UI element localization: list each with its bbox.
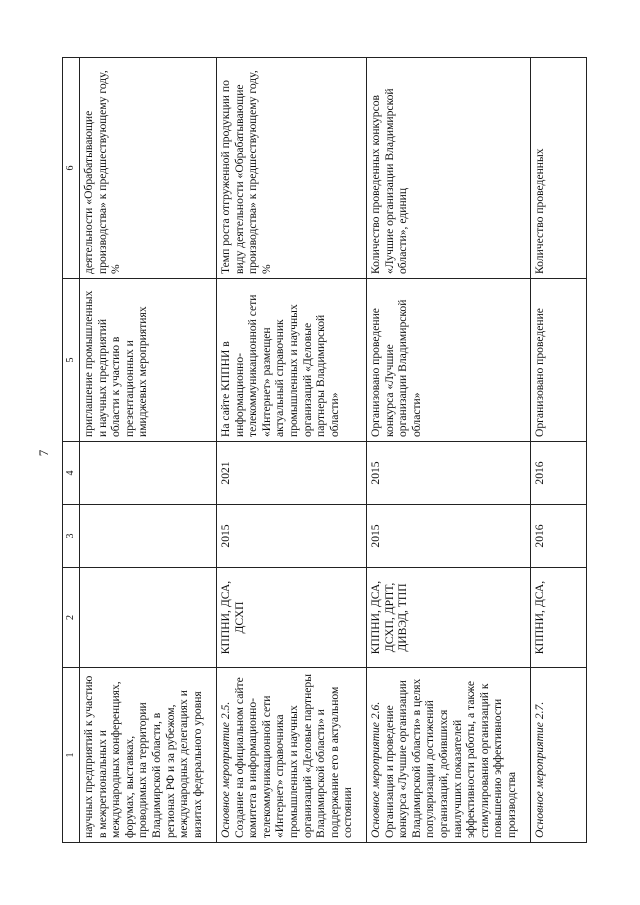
measure-description: научных предприятий к участию в межрегиональных и международных конференциях, форумах, выставках, проводимых на территории Владимирской области, в регионах РФ и за рубежом, международных делегациях и визитах федерального уровня: [82, 675, 204, 838]
indicator-cell: Количество проведенных конкурсов «Лучшие организации Владимирской области», единиц: [367, 58, 531, 279]
executors-cell: КППНИ, ДСА,: [531, 568, 587, 668]
column-header: 2: [63, 568, 80, 668]
end-year-cell: 2016: [531, 442, 587, 505]
rotated-table-container: [62, 58, 587, 843]
measure-label: Основное мероприятие 2.5.: [219, 701, 232, 838]
column-header: 6: [63, 58, 80, 279]
end-year-cell: 2015: [367, 442, 531, 505]
start-year-cell: 2015: [367, 505, 531, 568]
measure-label: Основное мероприятие 2.7.: [533, 701, 546, 838]
measure-description: Организация и проведение конкурса «Лучшие организации Владимирской области» в целях популяризации достижений организаций, добившихся наилучших показателей эффективности работы, а также стимулирования организаций к повышению эффективности производства: [382, 678, 518, 838]
measure-cell: [217, 668, 367, 843]
measure-description: Создание на официальном сайте комитета в информационно-телекоммуникационной сети «Интернет» справочника промышленных и научных организаций «Деловые партнеры Владимирской области» и поддержание его в актуальном состоянии: [232, 673, 355, 838]
column-header: 3: [63, 505, 80, 568]
start-year-cell: 2016: [531, 505, 587, 568]
measures-table: [62, 57, 587, 843]
expected-result-cell: Организовано проведение: [531, 279, 587, 442]
column-header: 5: [63, 279, 80, 442]
table-row: [531, 58, 587, 843]
start-year-cell: [80, 505, 217, 568]
executors-cell: КППНИ, ДСА, ДСХП: [217, 568, 367, 668]
end-year-cell: [80, 442, 217, 505]
measure-cell: [531, 668, 587, 843]
table-row: [367, 58, 531, 843]
executors-cell: КППНИ, ДСА, ДСХП, ДРПТ, ДИВЭД, ТПП: [367, 568, 531, 668]
expected-result-cell: приглашение промышленных и научных предприятий области к участию в презентационных и имиджевых мероприятиях: [80, 279, 217, 442]
indicator-cell: деятельности «Обрабатывающие производства» к предшествующему году, %: [80, 58, 217, 279]
table-row: [217, 58, 367, 843]
start-year-cell: 2015: [217, 505, 367, 568]
measure-label: Основное мероприятие 2.6.: [369, 701, 382, 838]
column-header: 1: [63, 668, 80, 843]
indicator-cell: Темп роста отгруженной продукции по виду деятельности «Обрабатывающие производства» к предшествующему году, %: [217, 58, 367, 279]
indicator-cell: Количество проведенных: [531, 58, 587, 279]
expected-result-cell: На сайте КППНИ в информационно-телекоммуникационной сети «Интернет» размещен актуальный справочник промышленных и научных организаций «Деловые партнеры Владимирской области»: [217, 279, 367, 442]
page-number: 7: [36, 449, 51, 457]
measure-cell: [367, 668, 531, 843]
column-header: 4: [63, 442, 80, 505]
expected-result-cell: Организовано проведение конкурса «Лучшие организации Владимирской области»: [367, 279, 531, 442]
executors-cell: [80, 568, 217, 668]
end-year-cell: 2021: [217, 442, 367, 505]
table-row: [80, 58, 217, 843]
column-number-row: [63, 58, 80, 843]
measure-cell: [80, 668, 217, 843]
